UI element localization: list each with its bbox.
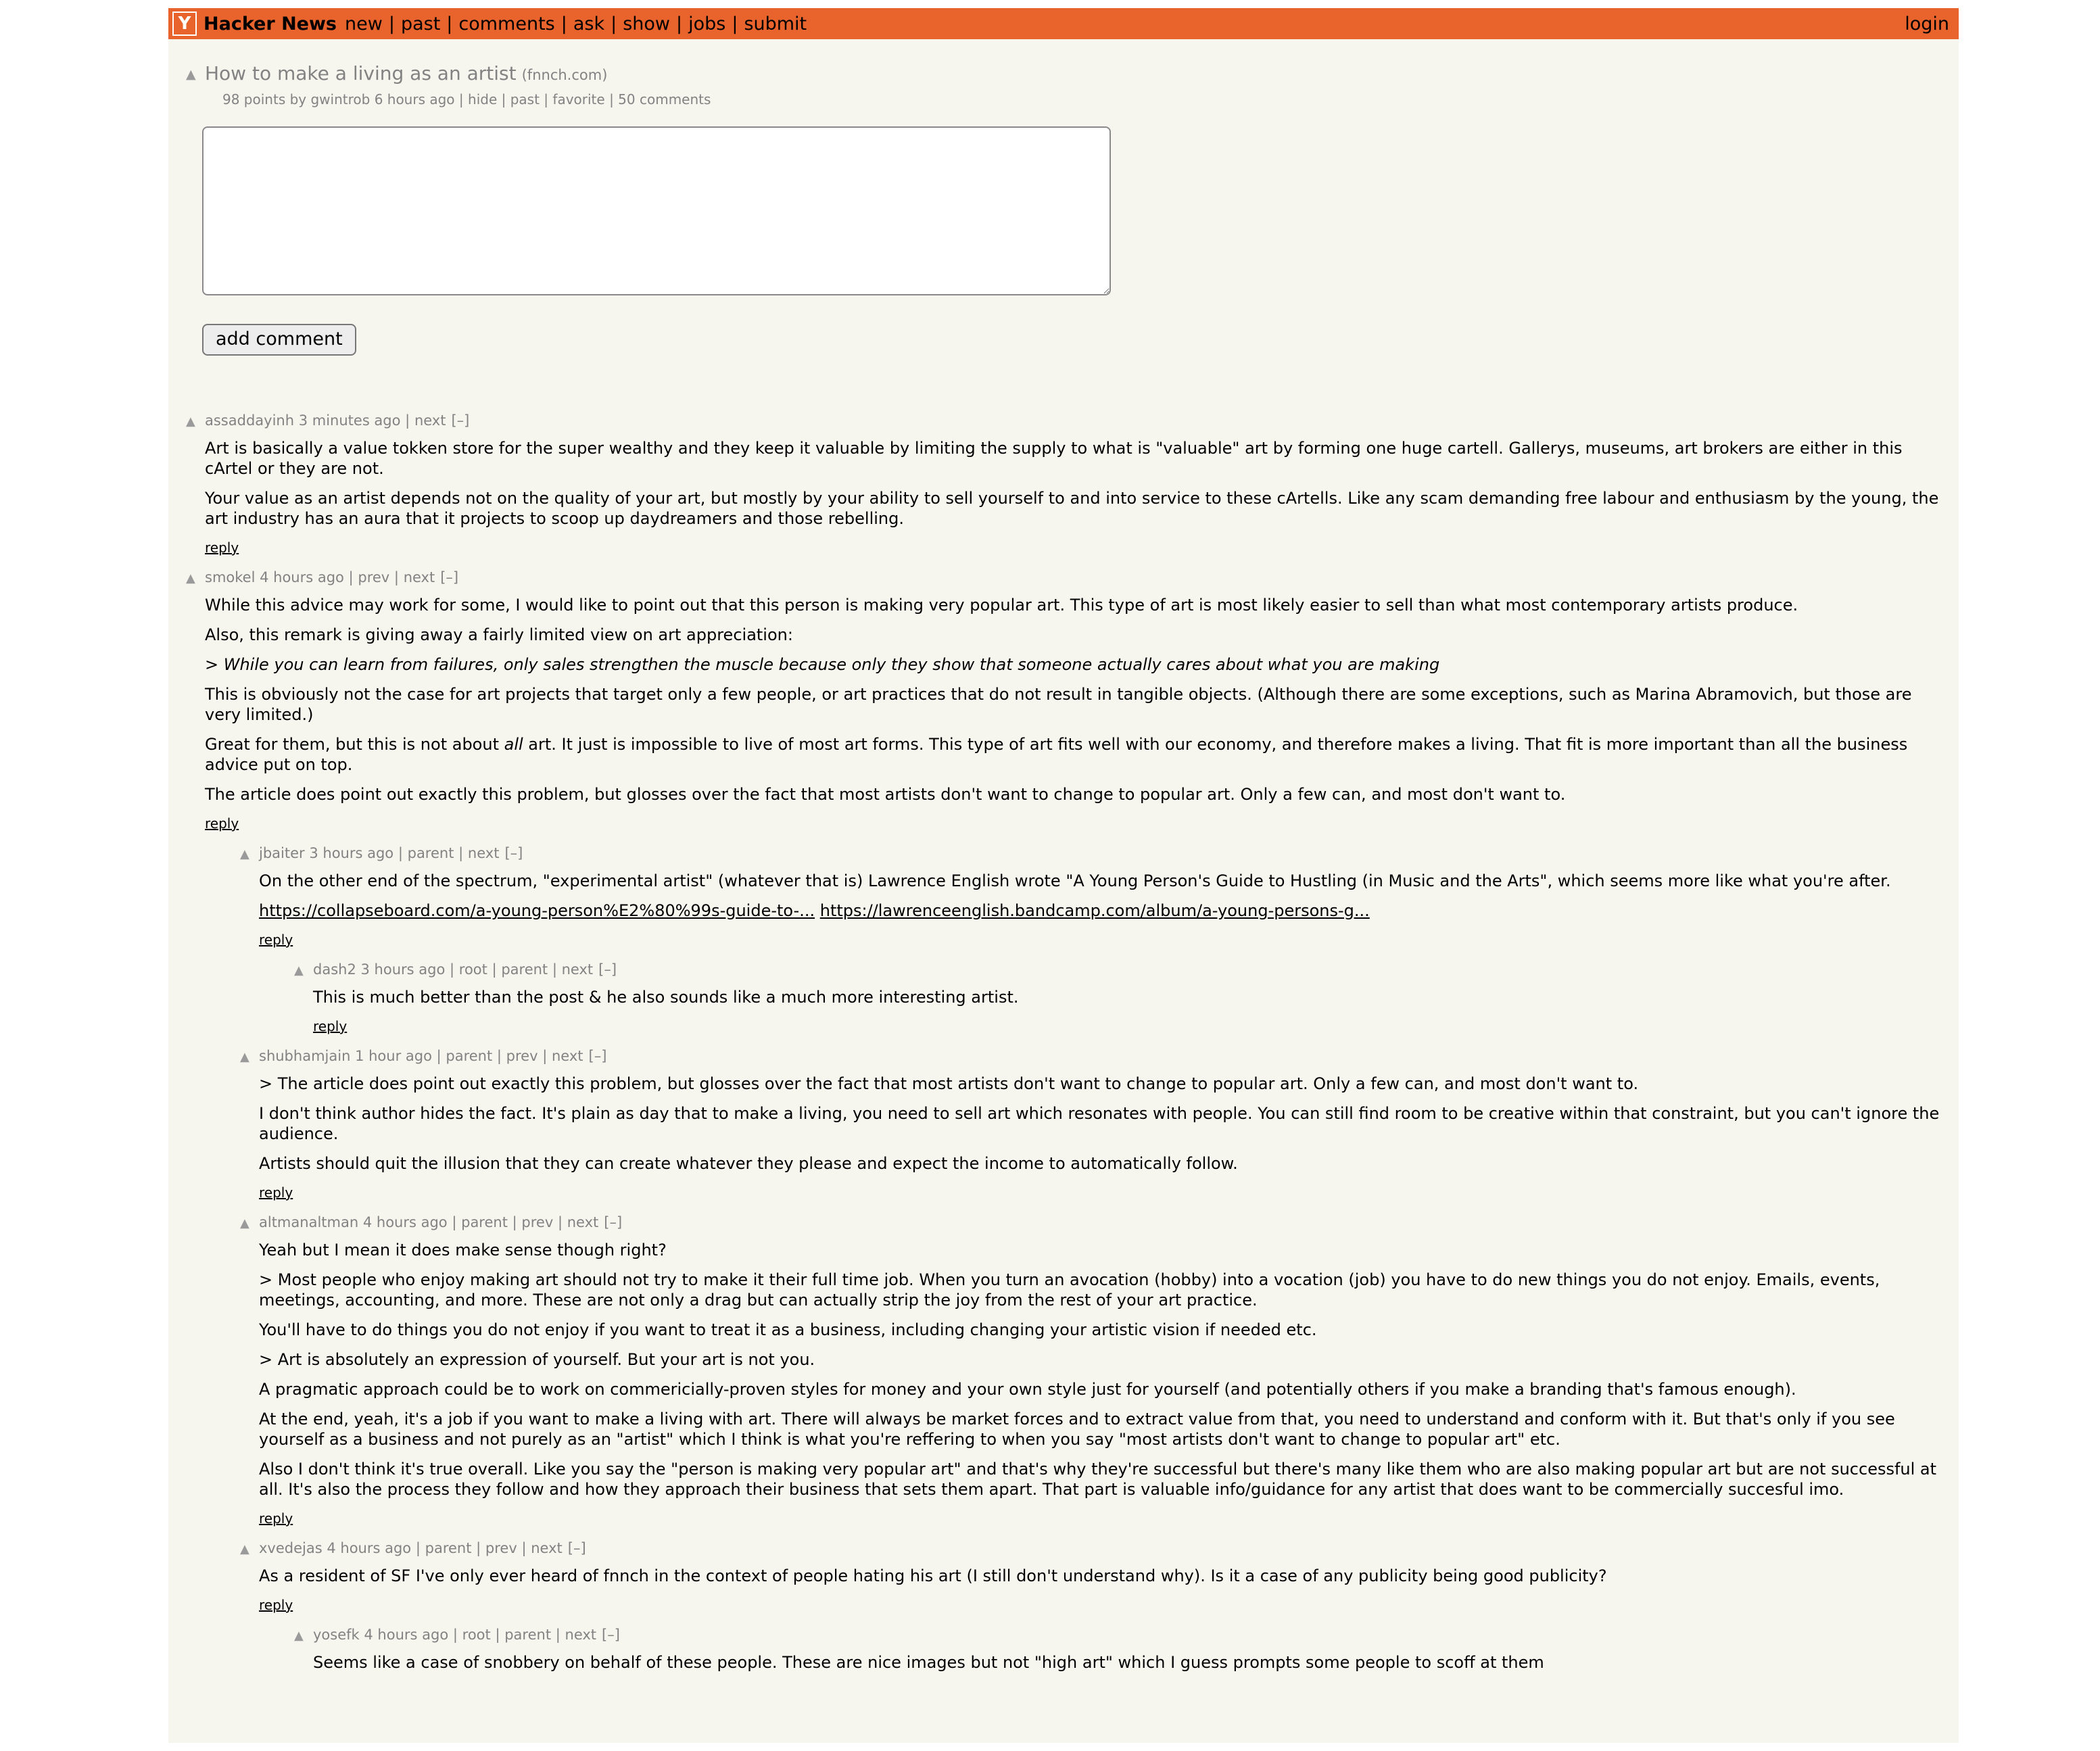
upvote-icon[interactable]: ▲ [186,414,195,429]
story-title-link[interactable]: How to make a living as an artist [205,62,517,85]
comment-paragraph: Yeah but I mean it does make sense though right? [259,1241,667,1260]
comment-age-link[interactable]: 3 hours ago [360,961,446,978]
separator: | [675,13,683,34]
collapse-toggle[interactable]: [–] [602,1627,620,1643]
nav-link-past[interactable]: past [400,13,441,34]
separator: | [501,91,506,107]
comment-paragraph: Your value as an artist depends not on the quality of your art, but mostly by your ability to sell yourself to and into service to these cArtells. Like any scam demanding free labour and enthusiasm by the young, the art industry has an aura that it projects to scoop up daydreamers and those rebelling. [205,489,1939,528]
comment-age-link[interactable]: 4 hours ago [260,569,344,585]
comment-author-link[interactable]: xvedejas [259,1540,323,1556]
reply-link[interactable]: reply [259,1184,293,1201]
collapse-toggle[interactable]: [–] [504,845,523,861]
comment-author-link[interactable]: shubhamjain [259,1048,351,1064]
comment-tree [186,412,1959,1706]
comment-author-link[interactable]: jbaiter [259,845,305,861]
upvote-icon[interactable]: ▲ [240,1050,249,1064]
comment-nav-parent[interactable]: parent [425,1540,472,1556]
page-container [168,8,1959,1743]
separator: | [732,13,738,34]
comment-author-link[interactable]: yosefk [313,1627,360,1643]
comment-header [240,1048,1959,1064]
separator: | [512,1214,517,1230]
comment-body [205,595,1959,805]
reply-row [259,1597,1959,1613]
separator: | [452,1627,458,1643]
separator: | [492,961,497,978]
comment-paragraph: Also I don't think it's true overall. Like you say the "person is making very popular art" and that's why they're successful but there's many like them who are also making popular art but are not successful at all. It's also the process they follow and how they approach their business that sets them apart. That part is valuable info/guidance for any artist that does want to be commercially succesful imo. [259,1460,1937,1499]
collapse-toggle[interactable]: [–] [588,1048,607,1064]
story-by-label: by [289,91,307,107]
story-author-link[interactable]: gwintrob [310,91,371,107]
comment-form [202,126,1959,356]
separator: | [398,845,403,861]
nav-link-new[interactable]: new [345,13,383,34]
separator: | [560,13,567,34]
comment-author-link[interactable]: dash2 [313,961,356,978]
comment-age-link[interactable]: 4 hours ago [364,1627,449,1643]
comment-paragraph: Great for them, but this is not about all art. It just is impossible to live of most art forms. This type of art fits well with our economy, and therefore makes a living. That fit is more important than all the business advice put on top. [205,735,1908,774]
story-link-50-comments[interactable]: 50 comments [618,91,711,107]
reply-link[interactable]: reply [205,815,239,832]
separator: | [557,1214,563,1230]
comment [294,1627,1959,1673]
comment-paragraph: This is obviously not the case for art projects that target only a few people, or art practices that do not result in tangible objects. (Although there are some exceptions, such as Marina Abramovich, but those are very limited.) [205,685,1912,724]
upvote-icon[interactable]: ▲ [186,571,195,585]
nav-link-ask[interactable]: ask [573,13,605,34]
comment-nav-prev[interactable]: prev [521,1214,554,1230]
comment [186,412,1959,556]
comment-header [294,1627,1959,1643]
separator: | [611,13,617,34]
comment-paragraph: Artists should quit the illusion that they can create whatever they please and expect the income to automatically follow. [259,1154,1238,1173]
comment-paragraph: A pragmatic approach could be to work on commericially-proven styles for money and your own style just for yourself (and potentially others if you make a branding that's famous enough). [259,1380,1796,1399]
comment [240,1214,1959,1527]
comment-nav-next[interactable]: next [561,961,594,978]
separator: | [393,569,399,585]
separator: | [496,1048,502,1064]
story-header [168,39,1959,107]
comment-nav-root[interactable]: root [458,961,487,978]
comment-nav-prev[interactable]: prev [485,1540,517,1556]
nav-link-comments[interactable]: comments [458,13,555,34]
comment-paragraph: While this advice may work for some, I would like to point out that this person is making very popular art. This type of art is most likely easier to sell than what most contemporary artists produce. [205,596,1798,615]
separator: | [348,569,354,585]
comment-body [205,438,1959,529]
comment-paragraph: At the end, yeah, it's a job if you want to make a living with art. There will always be market forces and to extract value from that, you need to understand and conform with it. But that's only if you see yourself as a business and not purely as an "artist" which I think is what you're reffering to when you say "most artists don't want to change to popular art" etc. [259,1410,1895,1449]
story-link-favorite[interactable]: favorite [552,91,605,107]
comment-nav-parent[interactable]: parent [407,845,454,861]
comment-header [294,961,1959,978]
separator: | [609,91,614,107]
story-score: 98 points [222,91,286,107]
comment-age-link[interactable]: 4 hours ago [362,1214,448,1230]
top-bar [168,8,1959,39]
nav-link-show[interactable]: show [623,13,670,34]
collapse-toggle[interactable]: [–] [440,569,459,585]
comment-header [186,569,1959,585]
nav-link-jobs[interactable]: jobs [688,13,726,34]
comment-nav-next[interactable]: next [467,845,500,861]
story-link-hide[interactable]: hide [468,91,498,107]
comment-paragraph: > The article does point out exactly this problem, but glosses over the fact that most artists don't want to change to popular art. Only a few can, and most don't want to. [259,1074,1639,1093]
story-domain-link[interactable]: (fnnch.com) [521,67,608,83]
collapse-toggle[interactable]: [–] [567,1540,586,1556]
story-link-past[interactable]: past [510,91,540,107]
comment-nav-next[interactable]: next [414,412,446,429]
comment [240,1048,1959,1201]
comment-nav-next[interactable]: next [565,1627,597,1643]
separator: | [521,1540,527,1556]
login-link[interactable]: login [1905,13,1949,34]
comment-age-link[interactable]: 1 hour ago [355,1048,432,1064]
separator: | [436,1048,442,1064]
comment-age-link[interactable]: 3 minutes ago [298,412,401,429]
separator: | [458,845,464,861]
comment-body [259,1240,1959,1500]
collapse-toggle[interactable]: [–] [604,1214,623,1230]
reply-row [205,815,1959,832]
reply-link[interactable]: reply [259,1510,293,1527]
y-combinator-logo-icon[interactable]: Y [172,11,197,36]
upvote-icon[interactable]: ▲ [240,847,249,861]
comment-body [313,1652,1959,1673]
collapse-toggle[interactable]: [–] [598,961,617,978]
comment-nav-parent[interactable]: parent [446,1048,493,1064]
comment-nav-prev[interactable]: prev [506,1048,538,1064]
reply-row [313,1018,1959,1034]
comment-paragraph: You'll have to do things you do not enjoy if you want to treat it as a business, including changing your artistic vision if needed etc. [259,1320,1317,1339]
comment-nav-next[interactable]: next [403,569,435,585]
comment-nav-root[interactable]: root [462,1627,491,1643]
comment [240,845,1959,948]
reply-link[interactable]: reply [205,539,239,556]
collapse-toggle[interactable]: [–] [451,412,470,429]
comment-italic-text: > While you can learn from failures, only sales strengthen the muscle because only they show that someone actually cares about what you are making [205,655,1440,674]
upvote-icon[interactable]: ▲ [240,1542,249,1556]
comment-body [259,1566,1959,1586]
comment-nav-next[interactable]: next [551,1048,583,1064]
separator: | [555,1627,560,1643]
separator: | [450,961,455,978]
comment-body [313,987,1959,1007]
comment-header [240,1214,1959,1230]
comment [240,1540,1959,1613]
comment-input[interactable] [202,126,1111,295]
upvote-icon[interactable]: ▲ [240,1216,249,1230]
comment-paragraph: Seems like a case of snobbery on behalf of these people. These are nice images but not "high art" which I guess prompts some people to scoff at them [313,1653,1544,1672]
separator: | [405,412,410,429]
upvote-icon[interactable]: ▲ [294,963,304,978]
comment-paragraph: > Most people who enjoy making art should not try to make it their full time job. When you turn an avocation (hobby) into a vocation (job) you have to do new things you do not enjoy. Emails, events, meetings, accounting, and more. These are not only a drag but can actually strip the joy from the rest of your art practice. [259,1270,1880,1310]
comment-paragraph: > Art is absolutely an expression of yourself. But your art is not you. [259,1350,815,1369]
separator: | [544,91,549,107]
separator: | [495,1627,500,1643]
reply-row [205,539,1959,556]
story-age-link[interactable]: 6 hours ago [374,91,455,107]
comment-paragraph: Also, this remark is giving away a fairly limited view on art appreciation: [205,625,793,644]
comment [186,569,1959,832]
reply-row [259,1510,1959,1527]
separator: | [452,1214,457,1230]
story-title-row [186,62,1959,85]
comment-link[interactable]: https://collapseboard.com/a-young-person%E2%80%99s-guide-to-... [259,901,815,920]
comment-link[interactable]: https://lawrenceenglish.bandcamp.com/album/a-young-persons-g... [819,901,1370,920]
reply-link[interactable]: reply [259,932,293,948]
comment-nav-parent[interactable]: parent [501,961,548,978]
comment-author-link[interactable]: assaddayinh [205,412,295,429]
comment-author-link[interactable]: altmanaltman [259,1214,359,1230]
comment-paragraph: The article does point out exactly this problem, but glosses over the fact that most artists don't want to change to popular art. Only a few can, and most don't want to. [205,785,1566,804]
comment-body [259,1074,1959,1174]
comment-paragraph [259,901,1940,921]
comment-age-link[interactable]: 3 hours ago [309,845,394,861]
story-subtext [222,91,1959,107]
separator: | [476,1540,481,1556]
comment-nav-parent[interactable]: parent [461,1214,508,1230]
comment-header [240,845,1959,861]
comment-paragraph [205,654,1940,675]
comment-nav-prev[interactable]: prev [358,569,390,585]
add-comment-button[interactable]: add comment [202,324,356,356]
comment-paragraph: I don't think author hides the fact. It's plain as day that to make a living, you need to sell art which resonates with people. You can still find room to be creative within that constraint, but you can't ignore the audience. [259,1104,1940,1143]
comment-header [186,412,1959,429]
comment-paragraph: As a resident of SF I've only ever heard of fnnch in the context of people hating his art (I still don't understand why). Is it a case of any publicity being good publicity? [259,1566,1607,1585]
separator: | [388,13,395,34]
comment-paragraph: On the other end of the spectrum, "experimental artist" (whatever that is) Lawrence English wrote "A Young Person's Guide to Hustling (in Music and the Arts", which seems more like what you're after. [259,871,1891,890]
comment-header [240,1540,1959,1556]
reply-link[interactable]: reply [259,1597,293,1613]
comment-paragraph: This is much better than the post & he also sounds like a much more interesting artist. [313,988,1019,1007]
reply-link[interactable]: reply [313,1018,348,1034]
top-nav [345,14,807,34]
comment-nav-next[interactable]: next [567,1214,599,1230]
hacker-news-brand-link[interactable]: Hacker News [204,13,337,34]
comment-nav-parent[interactable]: parent [504,1627,552,1643]
upvote-icon[interactable]: ▲ [186,67,196,82]
separator: | [458,91,464,107]
upvote-icon[interactable]: ▲ [294,1629,304,1643]
separator: | [446,13,453,34]
comment-author-link[interactable]: smokel [205,569,256,585]
comment-paragraph: Art is basically a value tokken store for the super wealthy and they keep it valuable by limiting the supply to what is "valuable" art by forming one huge cartell. Gallerys, museums, art brokers are either in this cArtel or they are not. [205,439,1903,478]
reply-row [259,1184,1959,1201]
reply-row [259,932,1959,948]
comment [294,961,1959,1034]
comment-age-link[interactable]: 4 hours ago [327,1540,412,1556]
comment-italic-text: all [504,735,523,754]
separator: | [542,1048,548,1064]
comment-nav-next[interactable]: next [531,1540,563,1556]
comment-body [259,871,1959,921]
separator: | [552,961,557,978]
separator: | [415,1540,421,1556]
nav-link-submit[interactable]: submit [744,13,807,34]
